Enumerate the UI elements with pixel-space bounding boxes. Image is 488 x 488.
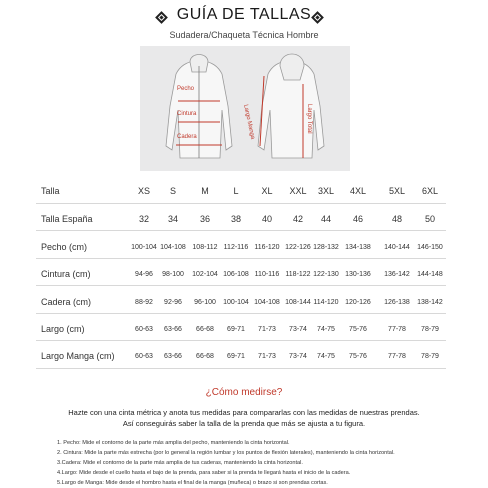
table-cell: 71-73 <box>258 326 276 333</box>
how-to-intro-line2: Así conseguirás saber la talla de la prenda que más se ajusta a tu figura. <box>122 419 366 428</box>
row-label: Largo (cm) <box>41 324 85 334</box>
table-cell: 112-116 <box>223 244 249 251</box>
note-4: 4.Largo: Mide desde el cuello hasta el bajo de la prenda, para saber si la prenda te llegará hasta el inicio de la cadera. <box>57 470 351 476</box>
table-cell: 78-79 <box>421 353 439 360</box>
label-cadera: Cadera <box>177 134 197 140</box>
table-cell: 60-63 <box>135 353 153 360</box>
table-cell: 104-108 <box>254 299 280 306</box>
table-cell: 73-74 <box>289 326 307 333</box>
table-cell: 106-108 <box>223 271 249 278</box>
garment-diagram <box>140 46 350 171</box>
size-header-cell: M <box>201 186 209 196</box>
table-cell: 77-78 <box>388 326 406 333</box>
table-cell: 108-144 <box>285 299 311 306</box>
table-cell: 126-138 <box>384 299 410 306</box>
table-cell: 128-132 <box>313 244 339 251</box>
label-cintura: Cintura <box>177 111 197 117</box>
row-label: Cintura (cm) <box>41 269 91 279</box>
table-cell: 130-136 <box>345 271 371 278</box>
note-3: 3.Cadera: Mide el contorno de la parte más amplia de tus caderas, manteniendo la cinta horizontal. <box>57 460 303 466</box>
table-cell: 122-126 <box>285 244 311 251</box>
size-header-cell: XXL <box>289 186 307 196</box>
table-cell: 120-126 <box>345 299 371 306</box>
table-cell: 42 <box>292 214 303 224</box>
row-label: Talla España <box>41 214 93 224</box>
table-cell: 69-71 <box>227 326 245 333</box>
size-header-label: Talla <box>41 186 60 196</box>
table-cell: 78-79 <box>421 326 439 333</box>
table-cell: 75-76 <box>349 326 367 333</box>
table-cell: 100-104 <box>131 244 157 251</box>
row-label: Cadera (cm) <box>41 297 92 307</box>
row-divider <box>36 203 446 204</box>
row-divider <box>36 230 446 231</box>
row-label: Largo Manga (cm) <box>41 351 115 361</box>
how-to-intro-line1: Hazte con una cinta métrica y anota tus medidas para compararlas con las medidas de nuestras prendas. <box>68 408 420 417</box>
note-2: 2. Cintura: Mide la parte más estrecha (por lo general la región lumbar y los puntos de flexión laterales), manteniendo la cinta horizontal. <box>57 450 395 456</box>
table-cell: 46 <box>352 214 363 224</box>
table-cell: 44 <box>320 214 331 224</box>
table-cell: 96-100 <box>194 299 216 306</box>
row-label: Pecho (cm) <box>41 242 88 252</box>
table-cell: 110-116 <box>254 271 280 278</box>
row-divider <box>36 258 446 259</box>
row-divider <box>36 285 446 286</box>
table-cell: 92-96 <box>164 299 182 306</box>
table-cell: 134-138 <box>345 244 371 251</box>
table-cell: 66-68 <box>196 326 214 333</box>
page-subtitle: Sudadera/Chaqueta Técnica Hombre <box>169 30 319 40</box>
table-cell: 114-120 <box>313 299 339 306</box>
row-divider <box>36 368 446 369</box>
how-to-title: ¿Cómo medirse? <box>205 387 283 398</box>
row-divider <box>36 340 446 341</box>
table-cell: 116-120 <box>254 244 280 251</box>
table-cell: 73-74 <box>289 353 307 360</box>
table-cell: 104-108 <box>160 244 186 251</box>
table-cell: 108-112 <box>192 244 218 251</box>
label-largo-total: Largo Total <box>306 104 312 134</box>
size-header-cell: 3XL <box>317 186 334 196</box>
size-header-cell: 6XL <box>421 186 438 196</box>
table-cell: 138-142 <box>417 299 443 306</box>
label-largo-manga: Largo Manga <box>242 104 256 140</box>
size-header-cell: L <box>233 186 239 196</box>
table-cell: 63-66 <box>164 353 182 360</box>
table-cell: 63-66 <box>164 326 182 333</box>
table-cell: 122-130 <box>313 271 339 278</box>
size-header-cell: 5XL <box>388 186 405 196</box>
note-5: 5.Largo de Manga: Mide desde el hombro hasta el final de la manga (muñeca) o brazo si son prendas cortas. <box>57 480 328 486</box>
note-1: 1. Pecho: Mide el contorno de la parte más amplia del pecho, manteniendo la cinta horizontal. <box>57 440 290 446</box>
hoodie-back <box>258 54 324 158</box>
size-header-cell: XS <box>137 186 150 196</box>
table-cell: 74-75 <box>317 353 335 360</box>
table-cell: 66-68 <box>196 353 214 360</box>
table-cell: 140-144 <box>384 244 410 251</box>
table-cell: 98-100 <box>162 271 184 278</box>
table-cell: 100-104 <box>223 299 249 306</box>
table-cell: 144-148 <box>417 271 443 278</box>
table-cell: 77-78 <box>388 353 406 360</box>
table-cell: 75-76 <box>349 353 367 360</box>
table-cell: 38 <box>230 214 241 224</box>
table-cell: 36 <box>199 214 210 224</box>
table-cell: 94-96 <box>135 271 153 278</box>
hoodie-front <box>166 55 232 159</box>
page-title: GUÍA DE TALLAS <box>176 6 312 23</box>
size-header-cell: S <box>169 186 176 196</box>
row-divider <box>36 313 446 314</box>
size-header-cell: 4XL <box>349 186 366 196</box>
label-pecho: Pecho <box>177 86 195 92</box>
table-cell: 71-73 <box>258 353 276 360</box>
size-header-cell: XL <box>261 186 273 196</box>
table-cell: 118-122 <box>285 271 311 278</box>
table-cell: 60-63 <box>135 326 153 333</box>
table-cell: 74-75 <box>317 326 335 333</box>
table-cell: 48 <box>391 214 402 224</box>
table-cell: 136-142 <box>384 271 410 278</box>
table-cell: 34 <box>167 214 178 224</box>
table-cell: 50 <box>424 214 435 224</box>
table-cell: 88-92 <box>135 299 153 306</box>
table-cell: 146-150 <box>417 244 443 251</box>
table-cell: 40 <box>261 214 272 224</box>
table-cell: 32 <box>138 214 149 224</box>
table-cell: 102-104 <box>192 271 218 278</box>
table-cell: 69-71 <box>227 353 245 360</box>
